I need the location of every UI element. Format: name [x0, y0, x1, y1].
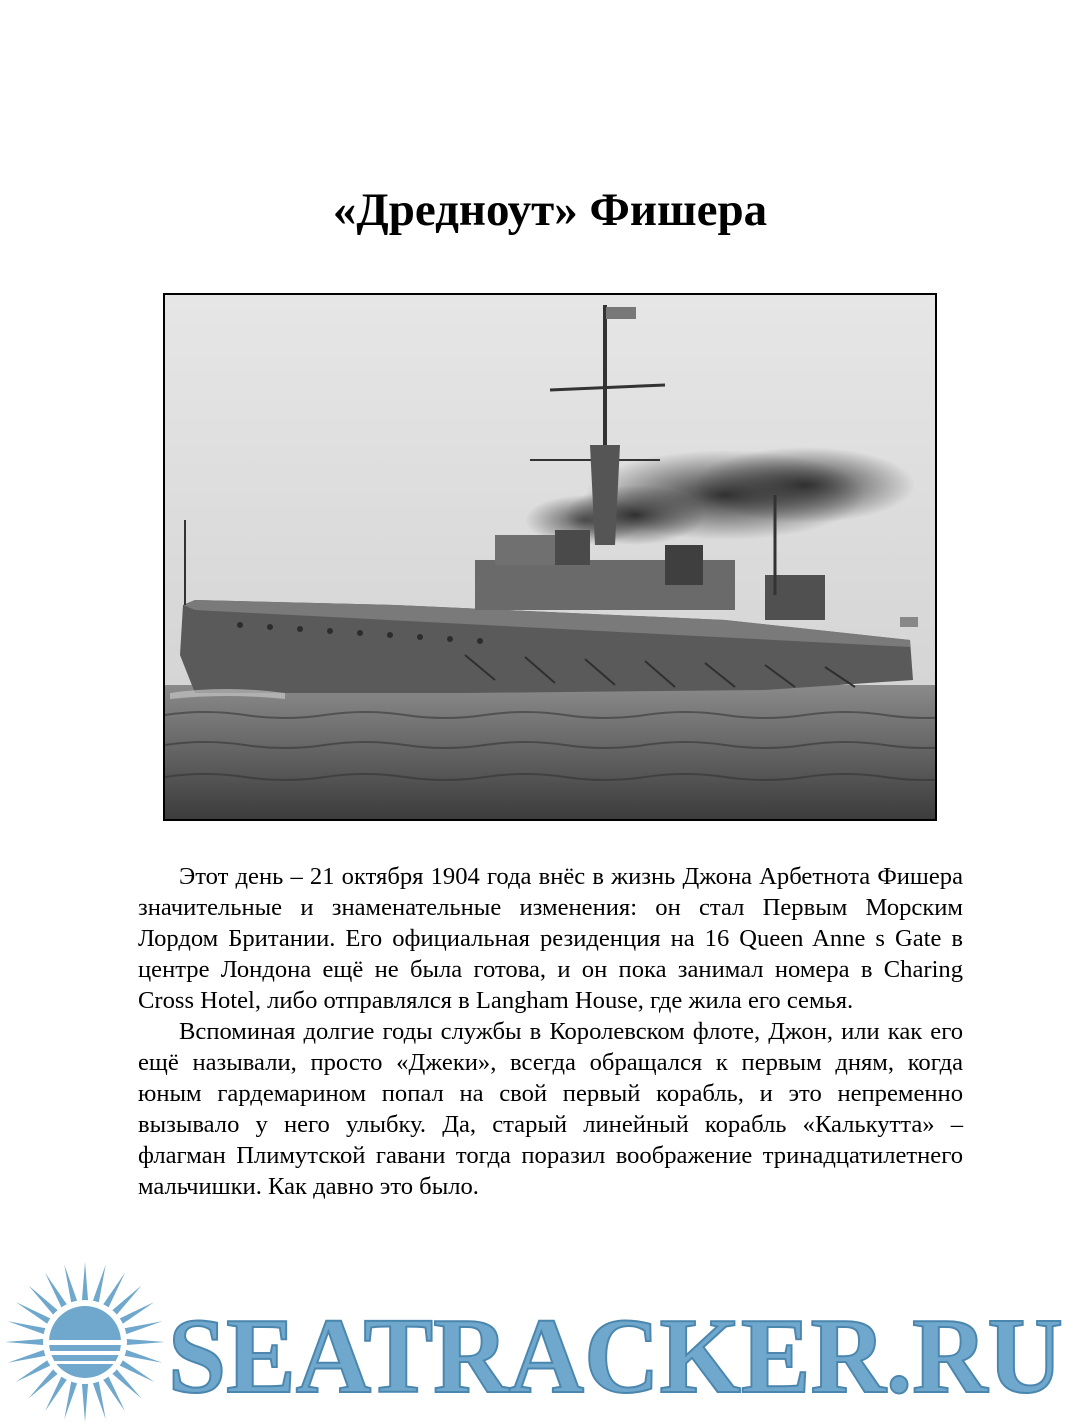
- watermark: [0, 1262, 1080, 1425]
- paragraph: Вспоминая долгие годы службы в Королевском флоте, Джон, или как его ещё называли, просто «Джеки», всегда обращался к первым дням, когда юным гардемарином попал на свой первый корабль, и это непременно вызывало у него улыбку. Да, старый линейный корабль «Калькутта» – флагман Плимутской гавани тогда поразил воображение тринадцатилетнего мальчишки. Как давно это было.: [138, 1018, 963, 1200]
- watermark-text: SEATRACKER.RU: [168, 1297, 1063, 1416]
- page-title: «Дредноут» Фишера: [332, 184, 768, 236]
- paragraph: Этот день – 21 октября 1904 года внёс в жизнь Джона Арбетнота Фишера значительные и знаменательные изменения: он стал Первым Морским Лордом Британии. Его официальная резиденция на 16 Queen Anne s Gate в центре Лондона ещё не была готова, и он пока занимал номера в Charing Cross Hotel, либо отправлялся в Langham House, где жила его семья.: [138, 863, 963, 1014]
- body-text: [138, 861, 963, 1202]
- sun-logo-icon: [5, 1262, 165, 1422]
- battleship-photo: [163, 293, 937, 821]
